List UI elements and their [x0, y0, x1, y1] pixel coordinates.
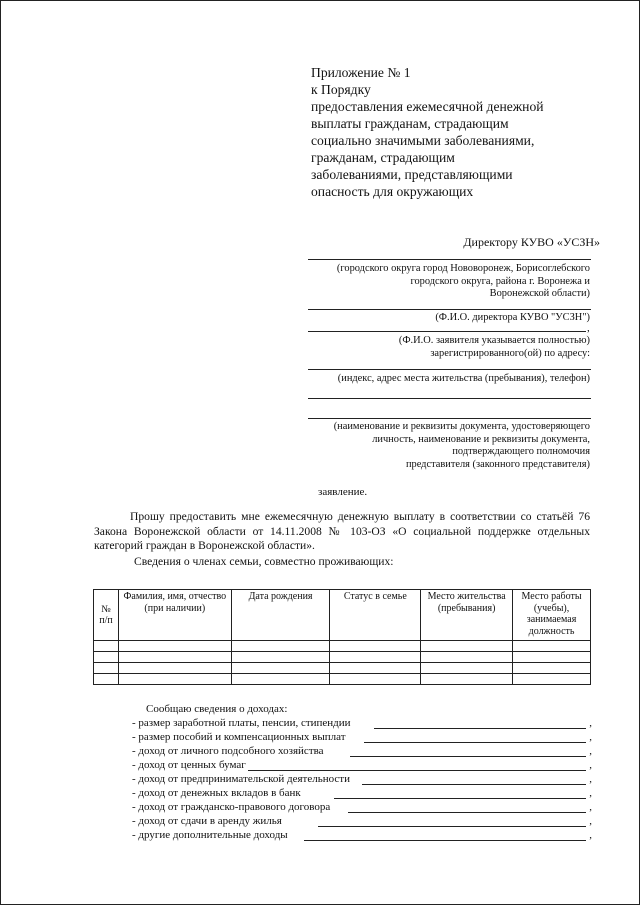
table-cell[interactable]: [421, 652, 513, 663]
caption-line: зарегистрированного(ой) по адресу:: [430, 347, 590, 359]
appendix-line: заболеваниями, представляющими: [311, 167, 513, 182]
table-cell[interactable]: [118, 652, 231, 663]
table-cell[interactable]: [94, 674, 119, 685]
table-row[interactable]: [94, 641, 591, 652]
table-cell[interactable]: [231, 641, 330, 652]
fill-line-applicant-fio[interactable]: [308, 331, 586, 332]
fill-line-district[interactable]: [308, 259, 591, 260]
fill-line-document-1[interactable]: [308, 398, 591, 399]
income-row-other: [132, 829, 592, 842]
table-cell[interactable]: [118, 674, 231, 685]
applicant-fio-caption: [300, 335, 590, 360]
caption-line: (городского округа город Нововоронеж, Борисоглебского: [336, 263, 590, 274]
comma-mark: ,: [589, 801, 592, 813]
income-fill-line[interactable]: [348, 812, 586, 813]
income-row-salary: [132, 717, 592, 730]
income-label: - доход от ценных бумаг: [132, 759, 246, 771]
table-cell[interactable]: [513, 652, 591, 663]
family-heading: Сведения о членах семьи, совместно проживающих:: [134, 555, 394, 568]
table-cell[interactable]: [513, 641, 591, 652]
income-fill-line[interactable]: [248, 770, 586, 771]
table-cell[interactable]: [118, 641, 231, 652]
income-row-deposits: [132, 787, 592, 800]
income-label: - доход от сдачи в аренду жилья: [132, 815, 282, 827]
income-label: - размер заработной платы, пенсии, стипендии: [132, 717, 351, 729]
income-label: - доход от денежных вкладов в банк: [132, 787, 301, 799]
col-header-residence: Место жительства (пребывания): [421, 590, 513, 641]
table-cell[interactable]: [231, 652, 330, 663]
appendix-line: к Порядку: [311, 82, 371, 97]
appendix-line: социально значимыми заболеваниями,: [311, 133, 535, 148]
caption-line: Воронежской области): [489, 288, 590, 299]
caption-line: (Ф.И.О. заявителя указывается полностью): [398, 335, 590, 346]
table-cell[interactable]: [330, 641, 421, 652]
table-row[interactable]: [94, 674, 591, 685]
income-label: - другие дополнительные доходы: [132, 829, 288, 841]
table-cell[interactable]: [231, 674, 330, 685]
income-fill-line[interactable]: [364, 742, 586, 743]
fill-line-director-fio[interactable]: [308, 309, 591, 310]
appendix-line: предоставления ежемесячной денежной: [311, 99, 544, 114]
income-label: - доход от личного подсобного хозяйства: [132, 745, 324, 757]
income-label: - доход от предпринимательской деятельности: [132, 773, 350, 785]
table-cell[interactable]: [421, 641, 513, 652]
income-row-business: [132, 773, 592, 786]
statement-paragraph: [94, 510, 590, 554]
fill-line-address[interactable]: [308, 369, 591, 370]
comma-mark: ,: [589, 731, 592, 743]
table-cell[interactable]: [94, 641, 119, 652]
table-row[interactable]: [94, 652, 591, 663]
address-caption: (индекс, адрес места жительства (пребывания), телефон): [337, 373, 590, 384]
appendix-line: Приложение № 1: [311, 65, 411, 80]
statement-text: Прошу предоставить мне ежемесячную денежную выплату в соответствии со статьёй 76 Закона Воронежской области от 14.11.2008 № 103-ОЗ «О социальной поддержке отдельных категорий граждан в Воронежской области».: [94, 510, 590, 552]
income-fill-line[interactable]: [362, 784, 586, 785]
comma-mark: ,: [589, 773, 592, 785]
comma-mark: ,: [587, 322, 590, 334]
col-header-birth: Дата рождения: [231, 590, 330, 641]
director-fio-caption: (Ф.И.О. директора КУВО "УСЗН"): [435, 312, 590, 323]
comma-mark: ,: [589, 745, 592, 757]
income-fill-line[interactable]: [318, 826, 586, 827]
caption-line: подтверждающего полномочия: [452, 446, 590, 457]
table-cell[interactable]: [94, 663, 119, 674]
family-members-table: [93, 589, 591, 685]
col-header-status: Статус в семье: [330, 590, 421, 641]
statement-title: заявление.: [318, 486, 368, 498]
col-header-work: Место работы (учебы), занимаемая должность: [513, 590, 591, 641]
table-header-row: [94, 590, 591, 641]
table-cell[interactable]: [330, 663, 421, 674]
income-label: - размер пособий и компенсационных выплат: [132, 731, 346, 743]
income-row-securities: [132, 759, 592, 772]
table-cell[interactable]: [330, 652, 421, 663]
table-cell[interactable]: [118, 663, 231, 674]
col-header-num: № п/п: [94, 590, 119, 641]
income-row-household: [132, 745, 592, 758]
income-fill-line[interactable]: [304, 840, 586, 841]
appendix-line: гражданам, страдающим: [311, 150, 455, 165]
table-cell[interactable]: [513, 663, 591, 674]
caption-line: представителя (законного представителя): [405, 458, 590, 470]
table-cell[interactable]: [421, 674, 513, 685]
fill-line-document-2[interactable]: [308, 418, 591, 419]
income-label: - доход от гражданско-правового договора: [132, 801, 331, 813]
table-cell[interactable]: [513, 674, 591, 685]
table-row[interactable]: [94, 663, 591, 674]
caption-line: городского округа, района г. Воронежа и: [410, 275, 590, 287]
comma-mark: ,: [589, 815, 592, 827]
comma-mark: ,: [589, 787, 592, 799]
col-header-name: Фамилия, имя, отчество (при наличии): [118, 590, 231, 641]
document-caption: [300, 421, 590, 471]
table-cell[interactable]: [330, 674, 421, 685]
comma-mark: ,: [589, 759, 592, 771]
comma-mark: ,: [589, 717, 592, 729]
income-row-benefits: [132, 731, 592, 744]
appendix-heading: [311, 64, 601, 200]
table-cell[interactable]: [94, 652, 119, 663]
table-cell[interactable]: [231, 663, 330, 674]
table-cell[interactable]: [421, 663, 513, 674]
income-row-civil-contract: [132, 801, 592, 814]
addressee-director: Директору КУВО «УСЗН»: [463, 235, 600, 249]
appendix-line: выплаты гражданам, страдающим: [311, 116, 509, 131]
income-fill-line[interactable]: [350, 756, 586, 757]
income-fill-line[interactable]: [334, 798, 586, 799]
income-row-rent: [132, 815, 592, 828]
district-caption: [300, 263, 590, 301]
comma-mark: ,: [589, 829, 592, 841]
caption-line: (наименование и реквизиты документа, удостоверяющего: [333, 421, 590, 432]
caption-line: личность, наименование и реквизиты документа,: [372, 433, 590, 445]
income-title: Сообщаю сведения о доходах:: [146, 703, 288, 715]
appendix-line: опасность для окружающих: [311, 184, 474, 199]
income-fill-line[interactable]: [374, 728, 586, 729]
